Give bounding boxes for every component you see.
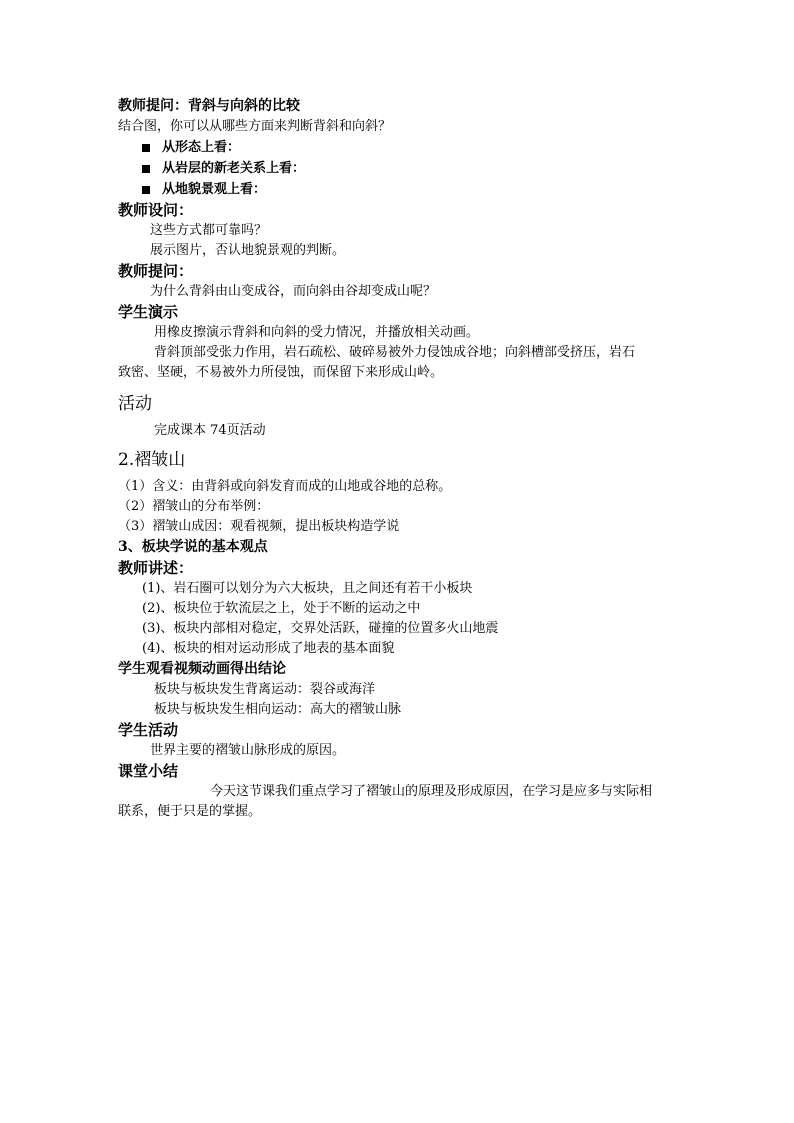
- plate-theory-subheading: 教师讲述：: [118, 559, 194, 577]
- plate-theory-item: (2)、板块位于软流层之上，处于不断的运动之中: [142, 601, 421, 616]
- fold-mountain-item: （3）褶皱山成因：观看视频，提出板块构造学说: [118, 519, 400, 534]
- square-bullet-icon: [142, 186, 150, 194]
- section-heading-summary: 课堂小结: [118, 762, 179, 780]
- square-bullet-icon: [142, 144, 150, 152]
- plate-theory-item: (3)、板块内部相对稳定，交界处活跃，碰撞的位置多火山地震: [142, 621, 499, 636]
- bullet-item: [118, 158, 678, 179]
- student-demo-para-line1: 背斜顶部受张力作用，岩石疏松、破碎易被外力侵蚀成谷地；向斜槽部受挤压，岩石: [154, 345, 636, 360]
- plate-theory-item: (1)、岩石圈可以划分为六大板块，且之间还有若干小板块: [142, 581, 473, 596]
- section-heading-activity: 活动: [118, 394, 152, 414]
- section-heading-comparison: 教师提问：背斜与向斜的比较: [118, 98, 300, 114]
- section-heading-fold-mountain: 2.褶皱山: [118, 450, 186, 470]
- fold-mountain-item: （2）褶皱山的分布举例：: [118, 499, 270, 514]
- section-heading-conclusion: 学生观看视频动画得出结论: [118, 661, 286, 677]
- summary-line1: 今天这节课我们重点学习了褶皱山的原理及形成原因，在学习是应多与实际相: [210, 784, 653, 799]
- section-heading-plate-theory: 3、板块学说的基本观点: [118, 539, 268, 555]
- section-heading-teacher-ask: 教师提问：: [118, 262, 194, 280]
- document-content: [118, 96, 678, 822]
- teacher-ask-line: 为什么背斜由山变成谷，而向斜由谷却变成山呢？: [150, 284, 437, 299]
- student-activity-line: 世界主要的褶皱山脉形成的原因。: [150, 743, 346, 758]
- bullet-text: 从形态上看：: [162, 140, 241, 155]
- activity-line: 完成课本 74页活动: [154, 423, 266, 438]
- student-demo-line: 用橡皮擦演示背斜和向斜的受力情况，并播放相关动画。: [154, 325, 480, 340]
- conclusion-line: 板块与板块发生背离运动：裂谷或海洋: [154, 682, 376, 697]
- section-heading-teacher-question: 教师设问：: [118, 201, 194, 219]
- conclusion-line: 板块与板块发生相向运动：高大的褶皱山脉: [154, 702, 402, 717]
- section-heading-student-demo: 学生演示: [118, 303, 179, 321]
- teacher-question-line: 展示图片，否认地貌景观的判断。: [150, 243, 346, 258]
- bullet-text: 从岩层的新老关系上看：: [162, 161, 306, 176]
- student-demo-para-line2: 致密、坚硬，不易被外力所侵蚀，而保留下来形成山岭。: [118, 365, 444, 380]
- section-heading-student-activity: 学生活动: [118, 721, 179, 739]
- bullet-item: [118, 137, 678, 158]
- fold-mountain-item: （1）含义：由背斜或向斜发育而成的山地或谷地的总称。: [118, 479, 452, 494]
- plate-theory-item: (4)、板块的相对运动形成了地表的基本面貌: [142, 641, 395, 656]
- comparison-question: 结合图，你可以从哪些方面来判断背斜和向斜？: [118, 119, 392, 134]
- bullet-text: 从地貌景观上看：: [162, 182, 267, 197]
- teacher-question-line: 这些方式都可靠吗？: [150, 223, 268, 238]
- summary-line2: 联系，便于只是的掌握。: [118, 804, 262, 819]
- square-bullet-icon: [142, 165, 150, 173]
- bullet-item: [118, 179, 678, 200]
